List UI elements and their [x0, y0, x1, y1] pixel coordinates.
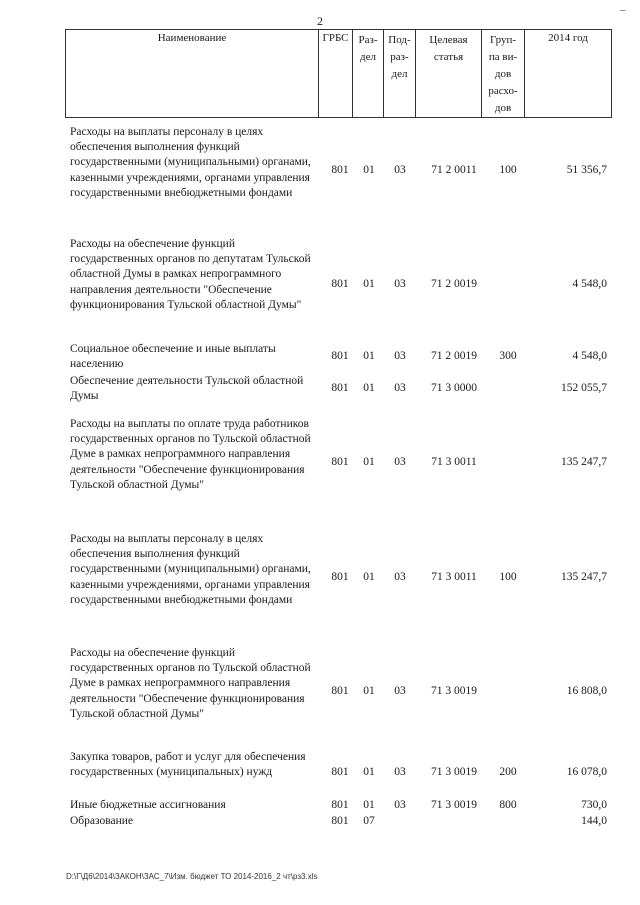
row-name: Расходы на выплаты персоналу в целях обеспечения выполнения функций государственными (муниципальными) органами, казенными учреждениями, органами управления государственными внебюджетными фондами — [70, 126, 311, 199]
footer-file-path: D:\Г\Д6\2014\ЗАКОН\ЗАС_7\Изм. бюджет ТО 2014-2016_2 чт\рз3.xls — [66, 872, 318, 881]
row-grbs: 801 — [331, 382, 349, 394]
row-grbs: 801 — [331, 456, 349, 468]
row-grbs: 801 — [331, 815, 349, 827]
row-sum: 144,0 — [581, 815, 607, 827]
row-celevaya: 71 2 0019 — [431, 278, 477, 290]
row-podrazdel: 03 — [394, 456, 406, 468]
row-gruppa: 800 — [499, 799, 517, 811]
row-grbs: 801 — [331, 685, 349, 697]
row-celevaya: 71 3 0000 — [431, 382, 477, 394]
row-razdel: 01 — [363, 685, 375, 697]
row-name: Иные бюджетные ассигнования — [70, 799, 226, 811]
row-grbs: 801 — [331, 278, 349, 290]
row-razdel: 01 — [363, 456, 375, 468]
row-grbs: 801 — [331, 164, 349, 176]
header-podrazdel: Под- раз- дел — [384, 30, 416, 118]
page-corner-mark: ‒ — [620, 4, 626, 16]
row-celevaya: 71 2 0011 — [431, 164, 477, 176]
row-sum: 4 548,0 — [572, 278, 607, 290]
row-name: Закупка товаров, работ и услуг для обеспечения государственных (муниципальных) нужд — [70, 751, 306, 779]
row-celevaya: 71 3 0011 — [431, 456, 477, 468]
header-gruppa-vidov: Груп- па ви- дов расхо- дов — [482, 30, 525, 118]
row-name: Расходы на выплаты персоналу в целях обеспечения выполнения функций государственными (муниципальными) органами, казенными учреждениями, органами управления государственными внебюджетными фондами — [70, 533, 311, 606]
row-razdel: 01 — [363, 799, 375, 811]
row-celevaya: 71 3 0011 — [431, 571, 477, 583]
row-grbs: 801 — [331, 766, 349, 778]
row-razdel: 01 — [363, 382, 375, 394]
row-podrazdel: 03 — [394, 571, 406, 583]
row-celevaya: 71 3 0019 — [431, 766, 477, 778]
row-podrazdel: 03 — [394, 382, 406, 394]
row-gruppa: 200 — [499, 766, 517, 778]
row-celevaya: 71 3 0019 — [431, 799, 477, 811]
row-name: Расходы на выплаты по оплате труда работников государственных органов по Тульской областной Думе в рамках непрограммного направления деятельности "Обеспечение функционирования Тульской областной Думы" — [70, 418, 311, 491]
row-grbs: 801 — [331, 350, 349, 362]
header-grbs: ГРБС — [319, 30, 353, 118]
row-podrazdel: 03 — [394, 164, 406, 176]
row-razdel: 01 — [363, 571, 375, 583]
row-sum: 730,0 — [581, 799, 607, 811]
row-celevaya: 71 3 0019 — [431, 685, 477, 697]
row-name: Социальное обеспечение и иные выплаты населению — [70, 343, 276, 371]
row-podrazdel: 03 — [394, 766, 406, 778]
header-razdel: Раз- дел — [353, 30, 384, 118]
row-podrazdel: 03 — [394, 685, 406, 697]
row-razdel: 07 — [363, 815, 375, 827]
row-name: Расходы на обеспечение функций государственных органов по депутатам Тульской областной Думы в рамках непрограммного направления деятельности "Обеспечение функционирования Тульской областной Думы" — [70, 238, 311, 311]
row-grbs: 801 — [331, 571, 349, 583]
row-podrazdel: 03 — [394, 799, 406, 811]
row-sum: 16 808,0 — [566, 685, 607, 697]
page-number: 2 — [317, 14, 323, 28]
row-podrazdel: 03 — [394, 350, 406, 362]
row-name: Расходы на обеспечение функций государственных органов по Тульской областной Думе в рамках непрограммного направления деятельности "Обеспечение функционирования Тульской областной Думы" — [70, 647, 311, 720]
row-podrazdel: 03 — [394, 278, 406, 290]
row-name: Обеспечение деятельности Тульской областной Думы — [70, 375, 304, 403]
row-gruppa: 100 — [499, 571, 517, 583]
row-name: Образование — [70, 815, 134, 827]
row-gruppa: 300 — [499, 350, 517, 362]
row-grbs: 801 — [331, 799, 349, 811]
header-celevaya-statya: Целевая статья — [416, 30, 482, 118]
row-sum: 51 356,7 — [566, 164, 607, 176]
row-sum: 135 247,7 — [561, 456, 607, 468]
header-name: Наименование — [66, 30, 319, 118]
row-sum: 152 055,7 — [561, 382, 607, 394]
row-razdel: 01 — [363, 164, 375, 176]
row-sum: 135 247,7 — [561, 571, 607, 583]
row-gruppa: 100 — [499, 164, 517, 176]
row-razdel: 01 — [363, 278, 375, 290]
header-year: 2014 год — [525, 30, 612, 118]
row-sum: 4 548,0 — [572, 350, 607, 362]
row-celevaya: 71 2 0019 — [431, 350, 477, 362]
row-razdel: 01 — [363, 766, 375, 778]
row-sum: 16 078,0 — [566, 766, 607, 778]
row-razdel: 01 — [363, 350, 375, 362]
